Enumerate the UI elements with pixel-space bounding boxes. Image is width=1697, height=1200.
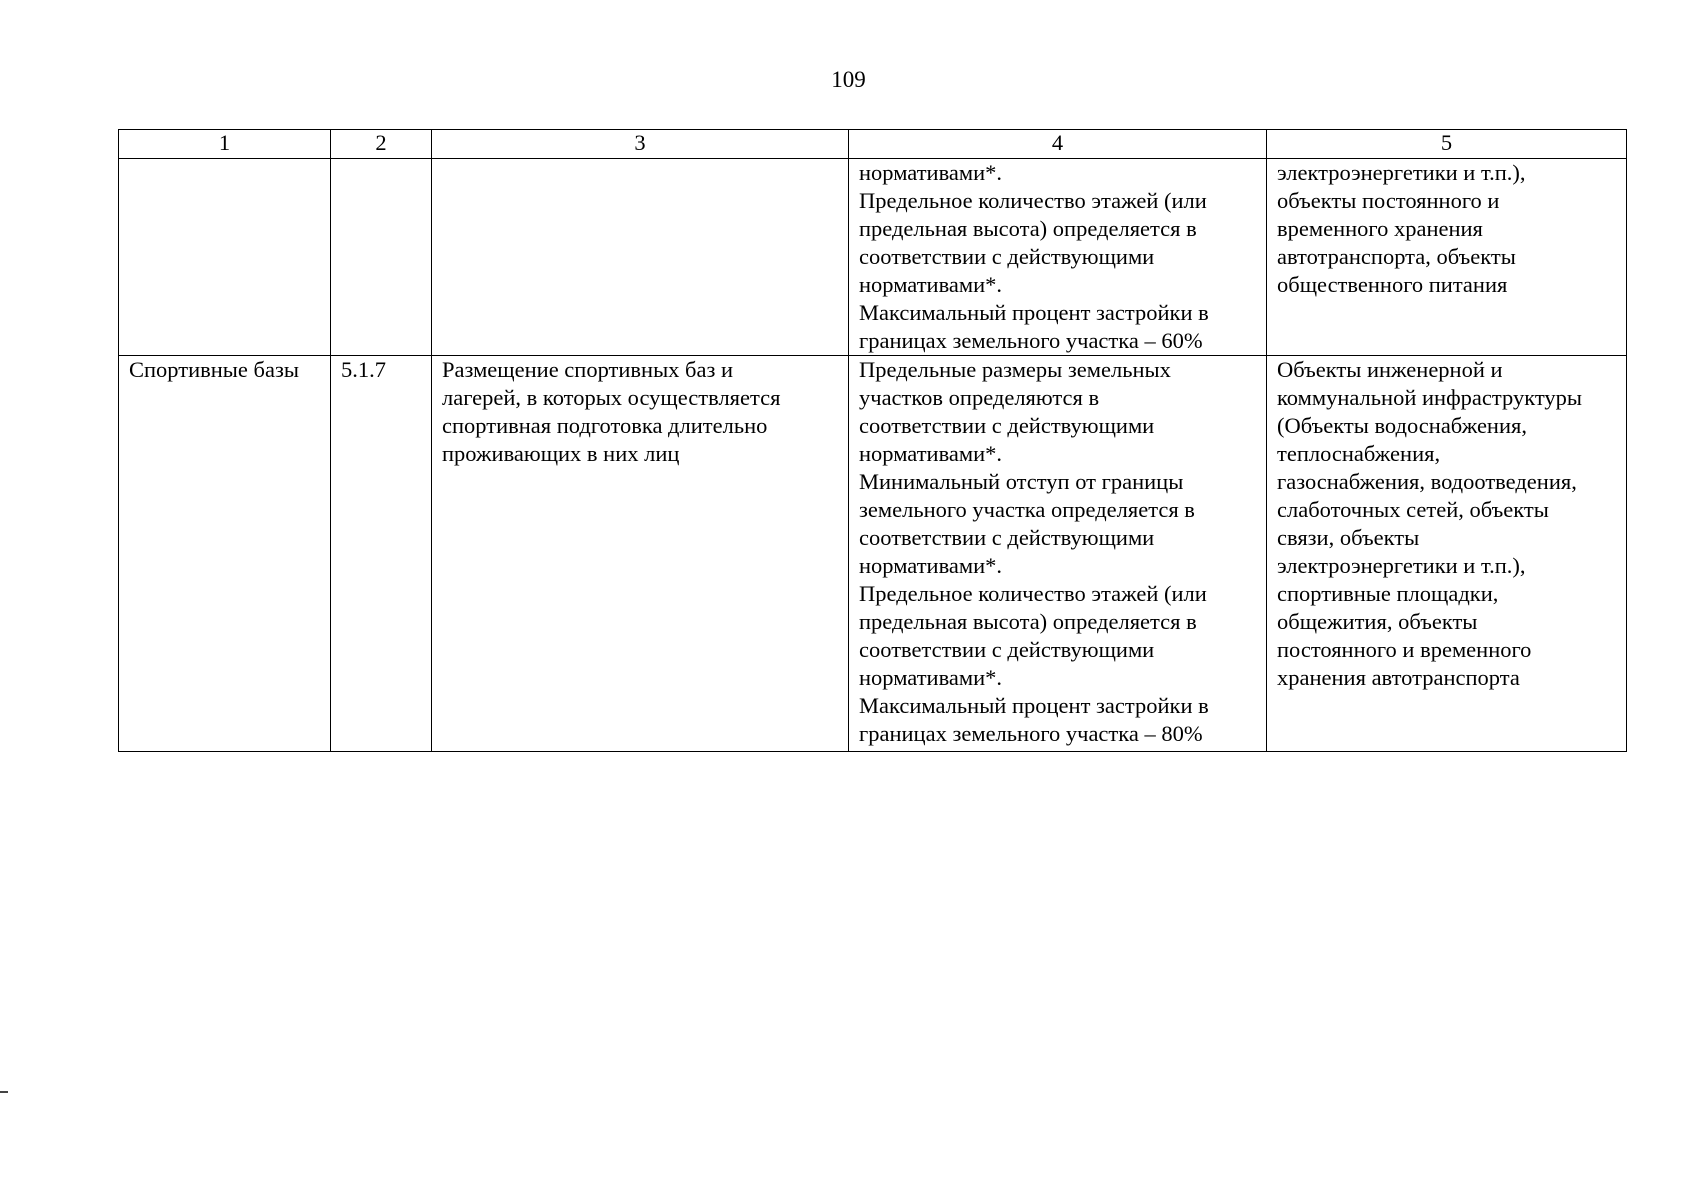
column-number-3: 3 <box>432 130 849 159</box>
text-line: объекты постоянного и <box>1277 188 1500 213</box>
text-line: связи, объекты <box>1277 525 1420 550</box>
text-line: Предельное количество этажей (или <box>859 188 1207 213</box>
text-line: нормативами*. <box>859 553 1003 578</box>
text-line: электроэнергетики и т.п.), <box>1277 553 1526 578</box>
auxiliary-uses-cell <box>1267 159 1627 356</box>
text-line: лагерей, в которых осуществляется <box>442 385 781 410</box>
text-line: общежития, объекты <box>1277 609 1478 634</box>
auxiliary-uses-cell <box>1267 356 1627 752</box>
text-line: слаботочных сетей, объекты <box>1277 497 1549 522</box>
text-line: нормативами*. <box>859 665 1003 690</box>
text-line: временного хранения <box>1277 216 1483 241</box>
parameters-cell <box>849 356 1267 752</box>
text-line: участков определяются в <box>859 385 1100 410</box>
column-number-4: 4 <box>849 130 1267 159</box>
text-line: спортивные площадки, <box>1277 581 1499 606</box>
text-line: соответствии с действующими <box>859 525 1155 550</box>
text-line: спортивная подготовка длительно <box>442 413 768 438</box>
text-line: хранения автотранспорта <box>1277 665 1520 690</box>
text-line: предельная высота) определяется в <box>859 216 1197 241</box>
column-number-5: 5 <box>1267 130 1627 159</box>
use-code-cell: 5.1.7 <box>331 356 432 752</box>
table-header-row <box>119 130 1627 159</box>
text-line: Предельное количество этажей (или <box>859 581 1207 606</box>
permitted-use-table <box>118 129 1627 752</box>
text-line: земельного участка определяется в <box>859 497 1195 522</box>
page-number: 109 <box>831 67 866 92</box>
text-line: постоянного и временного <box>1277 637 1532 662</box>
table-row <box>119 356 1627 752</box>
use-code-cell <box>331 159 432 356</box>
text-line: газоснабжения, водоотведения, <box>1277 469 1577 494</box>
text-line: предельная высота) определяется в <box>859 609 1197 634</box>
column-number-1: 1 <box>119 130 331 159</box>
text-line: Минимальный отступ от границы <box>859 469 1184 494</box>
text-line: автотранспорта, объекты <box>1277 244 1516 269</box>
text-line: границах земельного участка – 60% <box>859 328 1203 353</box>
text-line: соответствии с действующими <box>859 413 1155 438</box>
use-description-cell <box>432 159 849 356</box>
text-line: общественного питания <box>1277 272 1508 297</box>
text-line: соответствии с действующими <box>859 637 1155 662</box>
text-line: проживающих в них лиц <box>442 441 680 466</box>
text-line: нормативами*. <box>859 441 1003 466</box>
text-line: коммунальной инфраструктуры <box>1277 385 1582 410</box>
text-line: (Объекты водоснабжения, <box>1277 413 1527 438</box>
text-line: соответствии с действующими <box>859 244 1155 269</box>
text-line: нормативами*. <box>859 160 1003 185</box>
use-name-cell <box>119 159 331 356</box>
text-line: Предельные размеры земельных <box>859 357 1171 382</box>
text-line: Максимальный процент застройки в <box>859 693 1209 718</box>
parameters-cell <box>849 159 1267 356</box>
use-name-cell: Спортивные базы <box>119 356 331 752</box>
text-line: электроэнергетики и т.п.), <box>1277 160 1526 185</box>
text-line: Максимальный процент застройки в <box>859 300 1209 325</box>
table-row <box>119 159 1627 356</box>
column-number-2: 2 <box>331 130 432 159</box>
text-line: Размещение спортивных баз и <box>442 357 734 382</box>
text-line: нормативами*. <box>859 272 1003 297</box>
text-line: границах земельного участка – 80% <box>859 721 1203 746</box>
margin-mark <box>0 1091 8 1093</box>
use-description-cell <box>432 356 849 752</box>
text-line: Объекты инженерной и <box>1277 357 1503 382</box>
text-line: теплоснабжения, <box>1277 441 1441 466</box>
